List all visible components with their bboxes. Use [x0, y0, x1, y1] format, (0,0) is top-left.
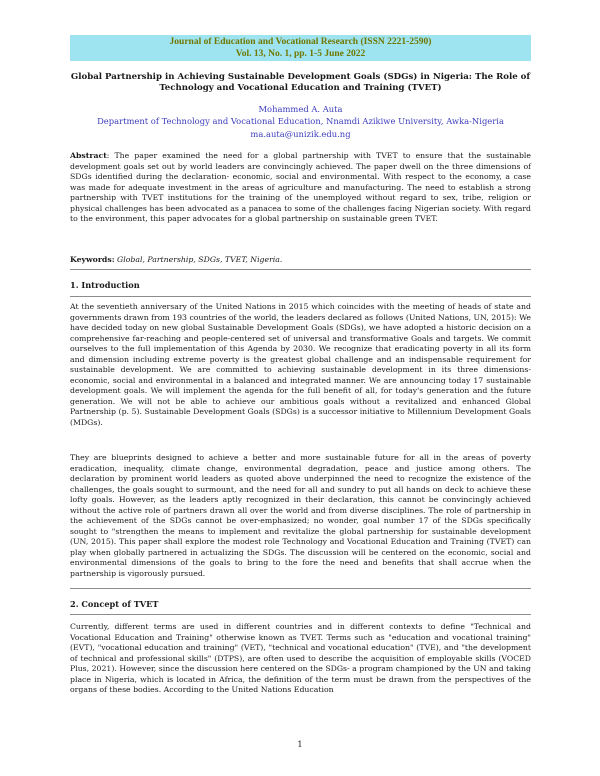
- author-affiliation: Department of Technology and Vocational Education, Nnamdi Azikiwe University, Awka-Nigeria: [97, 116, 504, 127]
- divider: [70, 614, 531, 615]
- section-heading-introduction: 1. Introduction: [70, 280, 140, 290]
- divider: [70, 296, 531, 297]
- keywords-label: Keywords:: [70, 255, 115, 264]
- keywords: [70, 254, 531, 265]
- keywords-list: Global, Partnership, SDGs, TVET, Nigeria.: [117, 255, 283, 264]
- journal-volume-line: Vol. 13, No. 1, pp. 1-5 June 2022: [235, 49, 366, 59]
- divider: [70, 269, 531, 270]
- page-number: 1: [297, 740, 303, 750]
- journal-title-line: Journal of Education and Vocational Research (ISSN 2221-2590): [169, 37, 432, 47]
- paper-title-line-2: Technology and Vocational Education and Training (TVET): [159, 83, 442, 94]
- abstract: [70, 151, 531, 225]
- author-block: [70, 103, 531, 140]
- divider: [70, 588, 531, 589]
- section-heading-concept-of-tvet: 2. Concept of TVET: [70, 599, 159, 609]
- abstract-text: : The paper examined the need for a global partnership with TVET to ensure that the sustainable development goals set out by world leaders are convincingly achieved. The paper dwell on the three dimensions of SDGs identified during the declaration- economic, social and environmental. With respect to the economy, a case was made for adequate investment in the areas of agriculture and manufacturing. The need to establish a strong partnership with TVET institutions for the training of the unemployed without regard to sex, tribe, religion or physical challenges has been advocated as a panacea to some of the challenges facing Nigerian society. With regard to the environment, this paper advocates for a global partnership on sustainable green TVET.: [70, 151, 531, 224]
- author-email: ma.auta@unizik.edu.ng: [250, 128, 351, 139]
- paragraph: Currently, different terms are used in different countries and in different contexts to define "Technical and Vocational Education and Training" otherwise known as TVET. Terms such as "education and vocational training" (EVT), "vocational education and training" (VET), "technical and vocational education" (TVE), and "the development of technical and professional skills" (DTPS), are often used to describe the acquisition of employable skills (VOCED Plus, 2021). However, since the discussion here centered on the SDGs- a program championed by the UN and taking place in Nigeria, which is located in Africa, the definition of the term must be drawn from the perspectives of the organs of these bodies. According to the United Nations Education: [70, 622, 531, 695]
- paper-title: [70, 72, 531, 94]
- paragraph: They are blueprints designed to achieve a better and more sustainable future for all in the areas of poverty eradication, inequality, climate change, environmental degradation, peace and justice among others. The declaration by prominent world leaders as quoted above underpinned the need to recognize the existence of the challenges, the goals sought to surmount, and the need for all and sundry to put all hands on deck to achieve these lofty goals. However, as the leaders aptly recognized in their declaration, this cannot be convincingly achieved without the active role of partners drawn all over the world and from diverse disciplines. The role of partnership in the achievement of the SDGs cannot be over-emphasized; no wonder, goal number 17 of the SDGs specifically sought to "strengthen the means to implement and revitalize the global partnership for sustainable development (UN, 2015). This paper shall explore the modest role Technology and Vocational Education and Training (TVET) can play when globally partnered in actualizing the SDGs. The discussion will be centered on the economic, social and environmental dimensions of the goals to bring to the fore the need and benefits that shall accrue when the partnership is vigorously pursued.: [70, 453, 531, 579]
- journal-header-banner: [70, 35, 531, 61]
- paper-title-line-1: Global Partnership in Achieving Sustainable Development Goals (SDGs) in Nigeria: The Role of: [70, 72, 531, 82]
- abstract-label: Abstract: [70, 151, 107, 160]
- author-name: Mohammed A. Auta: [258, 104, 343, 114]
- paragraph: At the seventieth anniversary of the United Nations in 2015 which coincides with the meeting of heads of state and governments drawn from 193 countries of the world, the leaders declared as follows (United Nations, UN, 2015): We have decided today on new global Sustainable Development Goals (SDGs), we have adopted a historic decision on a comprehensive far-reaching and people-centered set of universal and transformative Goals and targets. We commit ourselves to the full implementation of this Agenda by 2030. We recognize that eradicating poverty in all its form and dimension including extreme poverty is the greatest global challenge and an indispensable requirement for sustainable development. We are committed to achieving sustainable development in its three dimensions- economic, social and environmental in a balanced and integrated manner. We are announcing today 17 sustainable development goals. We will implement the agenda for the full benefit of all, for today's generation and the future generation. We will not be able to achieve our ambitious goals without a revitalized and enhanced Global Partnership (p. 5). Sustainable Development Goals (SDGs) is a successor initiative to Millennium Development Goals (MDGs).: [70, 302, 532, 428]
